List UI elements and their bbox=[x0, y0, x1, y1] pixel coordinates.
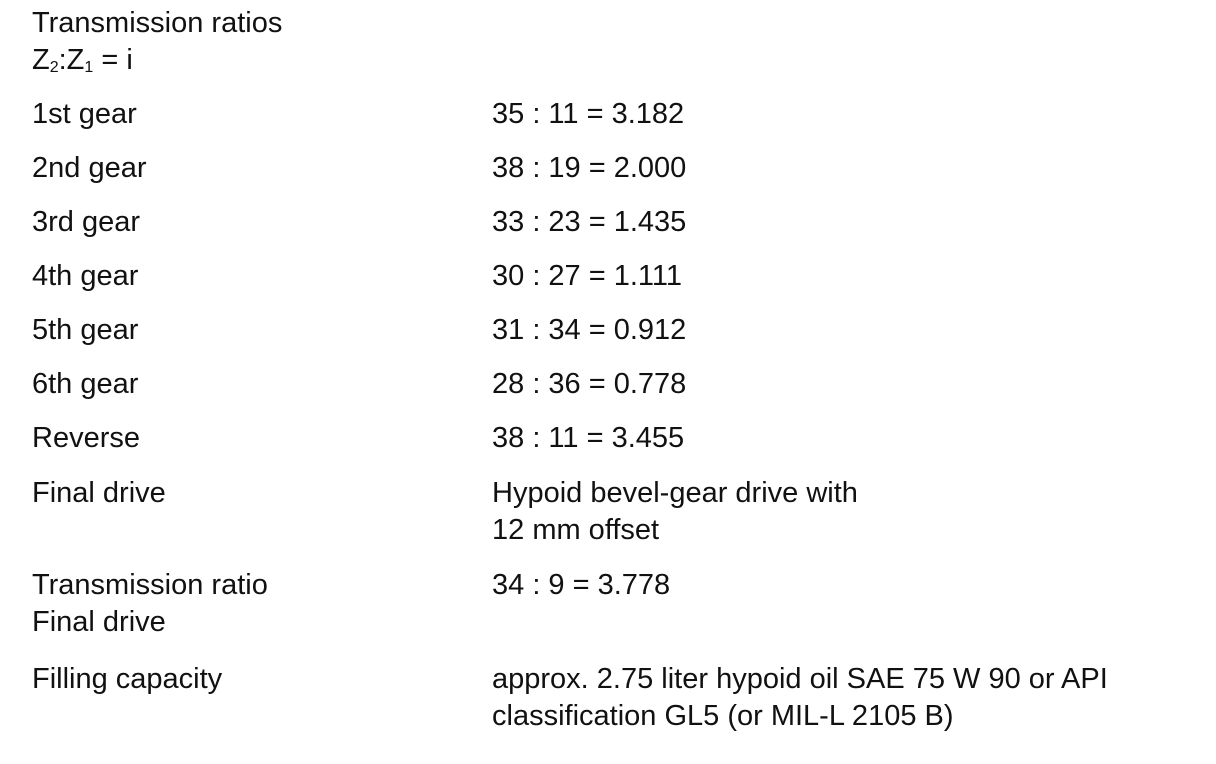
spec-label: 4th gear bbox=[32, 260, 139, 292]
spec-label: Filling capacity bbox=[32, 663, 223, 695]
spec-label: Final drive bbox=[32, 477, 166, 509]
formula-z1: :Z bbox=[58, 44, 85, 76]
spec-heading bbox=[32, 5, 632, 79]
spec-value: 33 : 23 = 1.435 bbox=[492, 206, 687, 238]
spec-label: Transmission ratio Final drive bbox=[32, 569, 268, 638]
spec-label: 5th gear bbox=[32, 314, 139, 346]
formula-subscript-1: 1 bbox=[84, 59, 94, 76]
spec-label: 6th gear bbox=[32, 368, 139, 400]
spec-value: 38 : 19 = 2.000 bbox=[492, 152, 687, 184]
formula-subscript-2: 2 bbox=[49, 59, 59, 76]
spec-value: 34 : 9 = 3.778 bbox=[492, 569, 671, 601]
spec-value: approx. 2.75 liter hypoid oil SAE 75 W 90 or API classification GL5 (or MIL-L 2105 B) bbox=[492, 663, 1108, 732]
spec-label: 1st gear bbox=[32, 98, 137, 130]
spec-label: 3rd gear bbox=[32, 206, 141, 238]
spec-label: Reverse bbox=[32, 422, 140, 454]
formula-equals-i: = i bbox=[93, 44, 133, 76]
spec-value: 28 : 36 = 0.778 bbox=[492, 368, 687, 400]
spec-value: 38 : 11 = 3.455 bbox=[492, 422, 685, 454]
spec-value: 30 : 27 = 1.111 bbox=[492, 260, 683, 292]
section-title: Transmission ratios bbox=[32, 7, 283, 39]
formula-z2: Z bbox=[32, 44, 50, 76]
spec-label: 2nd gear bbox=[32, 152, 147, 184]
spec-value: 31 : 34 = 0.912 bbox=[492, 314, 687, 346]
ratio-formula bbox=[32, 42, 632, 79]
spec-value: 35 : 11 = 3.182 bbox=[492, 98, 685, 130]
spec-value: Hypoid bevel-gear drive with 12 mm offset bbox=[492, 477, 858, 546]
